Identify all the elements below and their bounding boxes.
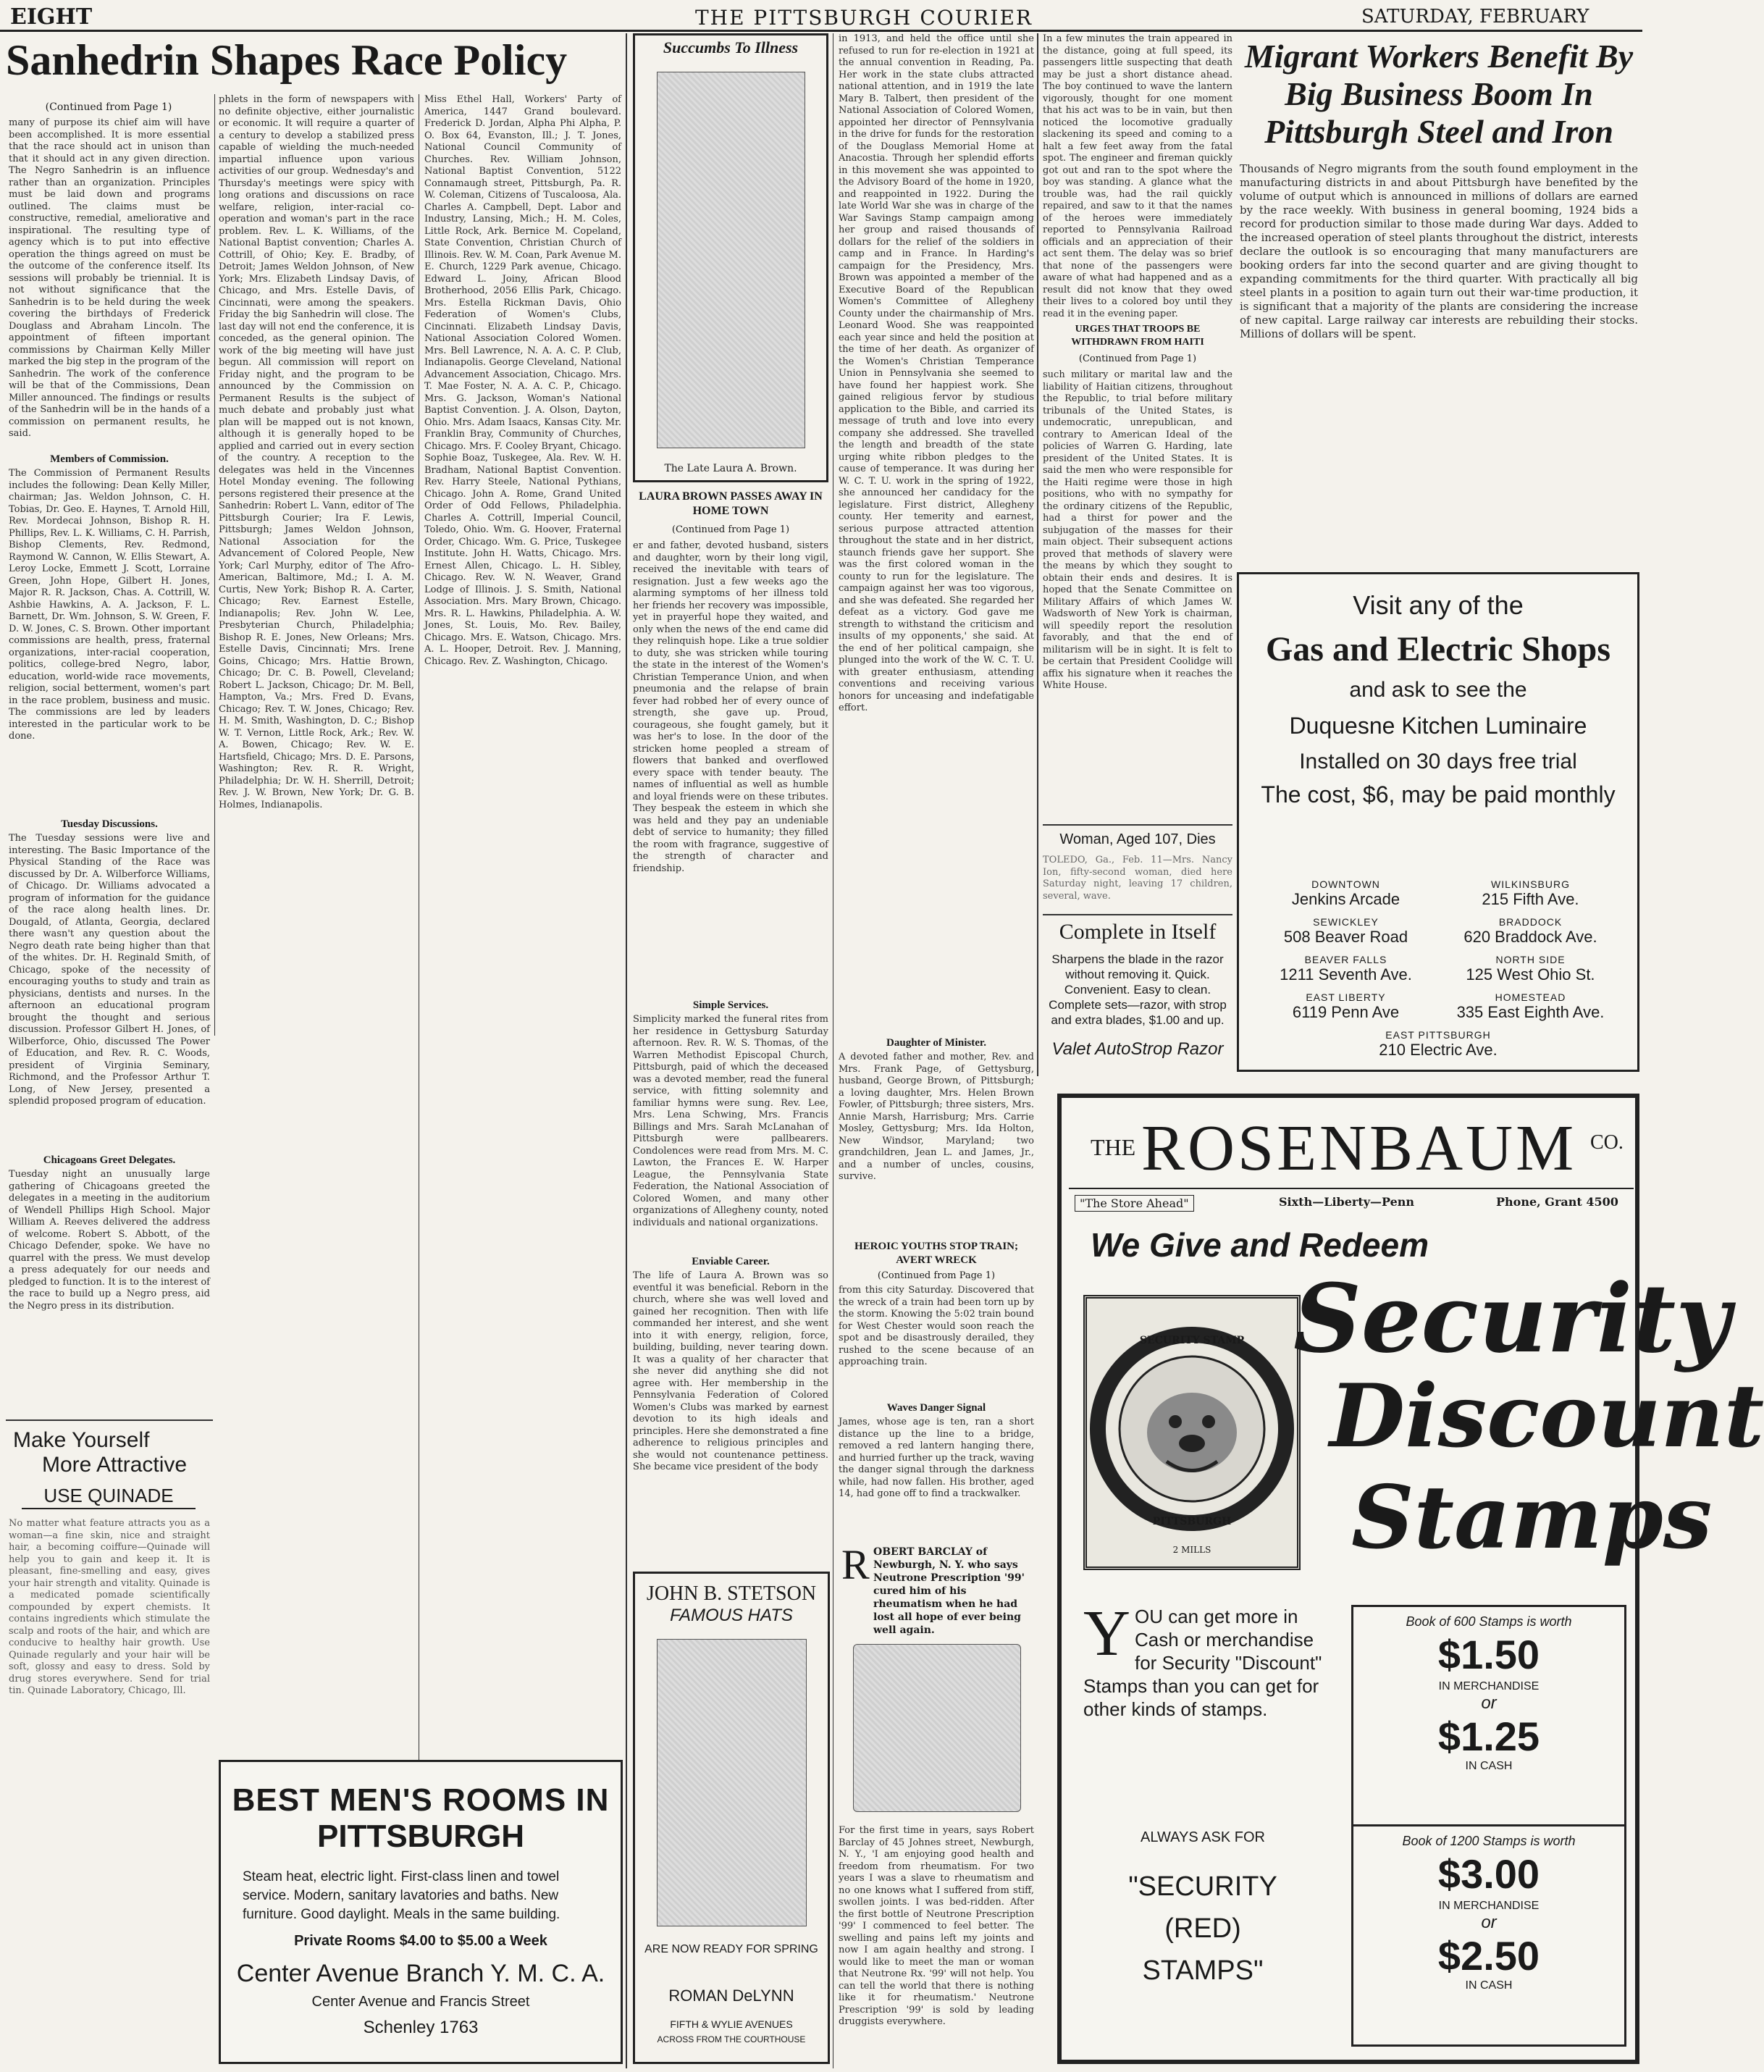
valet-ad xyxy=(1043,920,1232,1101)
laura-box-title: Succumbs To Illness xyxy=(663,38,799,56)
woman107-headline: Woman, Aged 107, Dies xyxy=(1059,831,1216,847)
sanhedrin-col2-text: phlets in the form of newspapers with no definite objective, either journalistic or economic. It will require a quarter of a century to develop a stabilized press capable of wielding the much-needed impartial influence upon various activities of our group. Wednesday's and Thursday's meetings were spicy with long orations and discussions on race welfare, religion, inter-racial co-operation and woman's part in the race problem. Rev. L. K. Williams, of the National Baptist convention; Charles A. Cottrill, of Ohio; Key. E. Bradby, of Detroit; James Weldon Johnson, of New York; Mrs. Elizabeth Lindsay Davis, of Chicago, and Mrs. Estelle Davis, of Cincinnati, were among the speakers. Friday the big Sanhedrin will close. The last day will not end the conference, it is conceded, as the general opinion. The work of the big meeting will have just begun. All commission will report on Friday night, and the program to be announced by the Commission on Permanent Results is the subject of much debate and probably just what plan will be mapped out is not known, although it is generally hoped to be applied and carried out in every section of the country. A reception to the delegates was held in the Vincennes Hotel Monday evening. The following persons registered their presence at the Sanhedrin: Robert L. Vann, editor of The Pittsburgh Courier; Ira F. Lewis, Pittsburgh; James Weldon Johnson, National Association for the Advancement of Colored People, New York; Carl Murphy, editor of The Afro-American, Baltimore, Md.; I. A. M. Curtis, New York; Bishop R. A. Carter, Chicago; Rev. Earnest Estelle, Indianapolis; Rev. John W. Lee, Presbyterian Church, Philadelphia; Bishop R. E. Jones, New Orleans; Mrs. Estelle Davis, Cincinnati; Mrs. Irene Goins, Chicago; Mrs. Hattie Brown, Chicago; Dr. C. B. Powell, Cleveland; Robert L. Jackson, Chicago; Dr. M. Bell, Hampton, Va.; Mrs. Fred D. Evans, Chicago; Rev. T. W. Jones, Chicago; Rev. H. M. Smith, Washington, D. C.; Bishop W. T. Vernon, Little Rock, Ark.; Rev. W. A. Bowen, Chicago; Rev. W. E. Hartsfield, Chicago; Mrs. D. E. Parsons, Washington; Rev. R. R. Wright, Philadelphia; Dr. W. H. Sherrill, Detroit; Rev. J. W. Brown, New York; Dr. G. B. Holmes, Indianapolis. xyxy=(219,94,414,810)
gas-location xyxy=(1253,954,1438,984)
issue-date: SATURDAY, FEBRUARY xyxy=(1361,6,1589,28)
gas-location-address: 1211 Seventh Ave. xyxy=(1280,965,1412,983)
rosenbaum-script-security: Security xyxy=(1293,1263,1731,1374)
laura-text-cont: in 1913, and held the office until she refused to run for re-election in 1921 at the annual convention in Reading, Pa. Her work in the state clubs attracted national attention, and in 1919 the late Mary B. Talbert, then president of the National Association of Colored Women, appointed her director of Pennsylvania in the drive for funds for the restoration of the Douglass Memorial Home at Anacostia. Through her splendid efforts in this movement she was appointed to the Advisory Board of the home in 1920, and reappointed in 1922. During the late World War she was in charge of the War Savings Stamp campaign among her group and raised thousands of dollars for the relief of the soldiers in camp and in France. In Harding's campaign for the Presidency, Mrs. Brown was appointed a member of the Executive Board of the Republican Women's Committee of Allegheny County under the chairmanship of Mrs. Leonard Wood. She was reappointed each year since and held the position at the time of her death. As organizer of the Women's Christian Temperance Union in Pennsylvania she seemed to have found her happiest work. She gained religious fervor by studious application to the Bible, and carried its message of truth and love into every company she addressed. She travelled the length and breadth of the state urging white ribbon pledges to the cause of temperance. It was during her W. C. T. U. work in the spring of 1922, she announced her candidacy for the legislature. First district, Allegheny county. Her temerity and earnest, serious purpose attracted attention throughout the state and in her district, staunch friends gave her support. She was the first colored woman in the county to run for the legislature. The campaign against her was too vigorous, and she was defeated. She regarded her defeat as a victory. God gave me strength to withstand the criticism and insults of my opponents,' she said. At the end of her political campaign, she plunged into the work of the W. C. T. U. with greater enthusiasm, attending conventions and receiving various honors for unceasing and indefatigable effort. xyxy=(839,33,1034,713)
rosenbaum-dropcap: Y xyxy=(1083,1598,1130,1669)
stetson-line2: FAMOUS HATS xyxy=(670,1606,793,1625)
valet-text: Sharpens the blade in the razor without removing it. Quick. Convenient. Easy to clean. Complete sets—razor, with strop and extra blades, $1.00 and up. xyxy=(1049,952,1227,1027)
book1-or: or xyxy=(1481,1693,1497,1713)
ymca-phone: Schenley 1763 xyxy=(363,2018,479,2037)
gas-locations xyxy=(1253,878,1623,1067)
heroic-continued: (Continued from Page 1) xyxy=(877,1270,996,1281)
quinade-line2: More Attractive xyxy=(42,1453,188,1477)
ymca-address: Center Avenue and Francis Street xyxy=(311,1994,530,2010)
gas-location xyxy=(1253,878,1438,909)
rosenbaum-red-label: (RED) xyxy=(1164,1913,1241,1944)
book2-or: or xyxy=(1481,1913,1497,1932)
ymca-line2: PITTSBURGH xyxy=(317,1819,524,1854)
laura-caption: The Late Laura A. Brown. xyxy=(664,463,797,474)
gas-location-area: WILKINSBURG xyxy=(1490,878,1570,890)
rosenbaum-name: ROSENBAUM xyxy=(1141,1112,1577,1184)
ymca-rates: Private Rooms $4.00 to $5.00 a Week xyxy=(294,1933,547,1949)
gas-location-area: SEWICKLEY xyxy=(1313,916,1379,928)
book-values-box xyxy=(1351,1605,1626,2047)
hat-man-illustration xyxy=(657,1639,807,1926)
page-number: EIGHT xyxy=(10,4,93,30)
book1-cash-value: $1.25 xyxy=(1437,1714,1540,1759)
quinade-line1: Make Yourself xyxy=(13,1428,150,1452)
stetson-store: ROMAN DeLYNN xyxy=(668,1987,794,2005)
woman107-text: TOLEDO, Ga., Feb. 11—Mrs. Nancy Ion, fifty-second woman, died here Saturday night, leaving 17 children, several, wave. xyxy=(1043,855,1232,902)
gas-line6: The cost, $6, may be paid monthly xyxy=(1261,781,1616,808)
haiti-continued: (Continued from Page 1) xyxy=(1078,353,1197,364)
heroic-headline: HEROIC YOUTHS STOP TRAIN; AVERT WRECK xyxy=(854,1241,1019,1266)
neutrone-dropcap: R xyxy=(841,1541,870,1588)
laura-text: A devoted father and mother, Rev. and Mrs. Frank Page, of Gettysburg, husband, George Brown, of Pittsburgh; a loving daughter, Mrs. Helen Brown Fowler, of Pittsburgh; three sisters, Mrs. Annie Marsh, Harrisburg; Mrs. Carrie Mosley, Gettysburg; Mrs. Ida Holton, New Windsor, Maryland; two grandchildren, Jean L. and James, Jr., and a number of uncles, cousins, survive. xyxy=(839,1052,1034,1182)
laura-subhead: Daughter of Minister. xyxy=(886,1037,986,1049)
laura-headline: LAURA BROWN PASSES AWAY IN HOME TOWN xyxy=(639,490,823,517)
gas-location-address: 620 Braddock Ave. xyxy=(1463,928,1597,946)
stetson-ad xyxy=(633,1572,830,2064)
book2-merch-label: IN MERCHANDISE xyxy=(1438,1900,1540,1912)
book-1200 xyxy=(1353,1826,1624,1992)
sanhedrin-continued: (Continued from Page 1) xyxy=(45,101,172,113)
gas-location-address: 215 Fifth Ave. xyxy=(1482,890,1579,908)
sanhedrin-subhead: Tuesday Discussions. xyxy=(61,818,158,830)
stetson-ready: ARE NOW READY FOR SPRING xyxy=(644,1943,818,1955)
book-600 xyxy=(1353,1607,1624,1826)
rosenbaum-copy-text: OU can get more in Cash or merchandise for Security "Discount" Stamps than you can get for other kinds of stamps. xyxy=(1083,1606,1322,1720)
book1-merch-label: IN MERCHANDISE xyxy=(1438,1680,1540,1693)
gas-location-address: 210 Electric Ave. xyxy=(1379,1041,1498,1059)
gas-line3: and ask to see the xyxy=(1349,678,1527,702)
sanhedrin-col1-text: Tuesday night an unusually large gathering of Chicagoans greeted the delegates in a meeting in the auditorium of Wendell Phillips High School. Major William A. Reeves delivered the address of welcome. Robert S. Abbott, of the Chicago Defender, spoke. We have no quarrel with the press. We must develop a press adequately for our needs and pledged to function. It is to the interest of the race to build up a Negro press, aid the Negro press in its distribution. xyxy=(9,1169,210,1312)
book2-cash-label: IN CASH xyxy=(1465,1979,1513,1992)
gas-location xyxy=(1438,878,1623,909)
rosenbaum-the: THE xyxy=(1091,1134,1136,1160)
gas-location-area: BEAVER FALLS xyxy=(1304,954,1387,965)
gas-line4: Duquesne Kitchen Luminaire xyxy=(1289,713,1587,739)
migrant-text: Thousands of Negro migrants from the south found employment in the manufacturing districts in and about Pittsburgh have benefited by the volume of output which is announced in millions of dollars are earned by the race weekly. With business in general booming, 1924 bids a record for production similar to those made during War days. Added to the increased operation of steel plants throughout the district, interests declare the outlook is so encouraging that many manufacturers are booking orders far into the second quarter and are giving thought to expanding commitments for the third quarter. With practically all big steel plants in a position to again turn out their war-time production, it is significant that a majority of the plants are considering the increase of new capital. Large railway car interests are rebuilding their stocks. Millions of dollars will be spent. xyxy=(1240,162,1638,340)
book1-title: Book of 600 Stamps is worth xyxy=(1406,1614,1572,1629)
masthead xyxy=(0,0,1642,32)
heroic-subhead: Waves Danger Signal xyxy=(886,1402,986,1414)
gas-location-area: EAST LIBERTY xyxy=(1306,991,1386,1003)
newspaper-title: THE PITTSBURGH COURIER xyxy=(695,6,1033,30)
valet-headline: Complete in Itself xyxy=(1059,920,1217,944)
stetson-location: ACROSS FROM THE COURTHOUSE xyxy=(657,2034,806,2044)
sanhedrin-col1-text: The Commission of Permanent Results includes the following: Dean Kelly Miller, chairman; Jas. Weldon Johnson, C. H. Tobias, Dr. Geo. E. Haynes, T. Arnold Hill, Rev. Mordecai Johnson, Bishop R. H. Phillips, Rev. L. K. Williams, C. H. Parrish, Bishop Clements, Rev. Redmond, Raymond W. Cannon, W. Ellis Stewart, A. Leroy Locke, Emmett J. Scott, Lorraine Green, John Hope, Gilbert H. Jones, Major R. R. Jackson, Chas. A. Cottrill, W. Ashbie Hawkins, A. A. Jackson, F. L. Barnett, Dr. Wm. Johnson, S. W. Green, F. D. W. Jones, C. S. Brown. Other important commissions are health, press, fraternal organizations, inter-racial cooperation, politics, college-bred Negro, labor, education, world-wide race movements, religion, social betterment, women's part in the race problem, business and music. The commissions are led by leaders interested in the particular work to be done. xyxy=(9,468,210,742)
rosenbaum-ad xyxy=(1057,1094,1764,2064)
rosenbaum-copy xyxy=(1083,1598,1322,1721)
sanhedrin-subhead: Chicagoans Greet Delegates. xyxy=(43,1154,176,1166)
quinade-ad xyxy=(13,1428,209,1477)
quinade-brand: USE QUINADE xyxy=(22,1485,196,1509)
gas-location xyxy=(1253,1029,1623,1060)
column-rule xyxy=(214,94,215,1036)
sanhedrin-subhead: Members of Commission. xyxy=(50,453,169,465)
rosenbaum-rule xyxy=(1069,1188,1634,1189)
stamp-top-text: SECURITY STAMP xyxy=(1139,1335,1245,1346)
gas-location xyxy=(1253,916,1438,947)
gas-location-address: 6119 Penn Ave xyxy=(1292,1003,1400,1021)
gas-line5: Installed on 30 days free trial xyxy=(1299,750,1577,773)
haiti-text: such military or marital law and the liability of Haitian citizens, throughout the Republic, to trial before military tribunals of the United States, is undemocratic, unrepublican, and contrary to American Ideal of the policies of Warren G. Harding, late president of the United States. It is said the men who were responsible for the Haiti regime were those in high positions, who with no sympathy for the ordinary citizens of the Republic, had a thirst for power and the subjugation of the masses for their main object. Their subsequent actions proved that methods of slavery were the means by which they sought to obtain their ends and desires. It is hoped that the Senate Committee on Military Affairs of which James W. Wadsworth of New York is chairman, will speedily report the resolution favorably, and that the end of militarism will be in sight. It is felt to be certain that President Coolidge will affix his signature when it reaches the White House. xyxy=(1043,369,1232,691)
gas-location-area: DOWNTOWN xyxy=(1311,878,1380,890)
laura-photo-box xyxy=(633,33,828,482)
gas-line2: Gas and Electric Shops xyxy=(1265,630,1611,668)
gas-location-area: BRADDOCK xyxy=(1498,916,1563,928)
laura-text: er and father, devoted husband, sisters and daughter, worn by their long vigil, received the inevitable with tears of resignation. Just a few weeks ago the alarming symptoms of her illness told her friends her recovery was impossible, yet in prayerful hope they waited, and only when the news of the end came did they relinquish hope. Like a true soldier to duty, she was stricken while touring the state in the interest of the Women's Christian Temperance Union, and when pneumonia and the relapse of brain fever had robbed her of every ounce of strength, she gave up. Proud, courageous, she fought gamely, but it was her's to lose. In the door of the stricken home peopled a stream of flowers that banked and overflowed every space with tender beauty. The names of influential as well as humble and loyal friends were on these tributes. They bespeak the esteem in which she was held and they pay an undeniable debt of service to humanity; they filled the room with fragrance, suggestive of the strength of character and friendship. xyxy=(633,540,828,874)
gas-electric-ad xyxy=(1237,572,1639,1072)
ymca-line1: BEST MEN'S ROOMS IN xyxy=(232,1782,610,1818)
train-text: In a few minutes the train appeared in the distance, going at full speed, its passengers little suspecting that death may be just a short distance ahead. The boy continued to wave the lantern vigorously, thought for one moment that his act was to be in vain, but then noticed the locomotive gradually slackening its speed and coming to a halt a few feet away from the fatal spot. The engineer and fireman quickly got out and ran to the spot where the boy was standing. A glance what the trouble was, had the rail quickly repaired, and saw to it that the names of the heroes were immediately reported to Pennsylvania Railroad officials and an appreciation of their act sent them. The delay was so brief that none of the passengers were aware of what had happened and as a result did not know that they owed their lives to a colored boy until they read it in the evening paper. xyxy=(1043,33,1232,319)
sanhedrin-col1-text: many of purpose its chief aim will have been accomplished. It is more essential that the race should act in unison than that it should act in any given direction. The Negro Sanhedrin is an influence rather than an organization. Principles must be laid down and programs outlined. The claims must be constructive, remedial, ameliorative and inspirational. The resulting type of agency which is to put into effective operation the things agreed on must be the outcome of the conference itself. Its sessions will probably be triennial. It is not without significance that the Sanhedrin is to be held during the week covering the birthdays of Frederick Douglass and Abraham Lincoln. The appointment of fifteen important commissions by Chairman Kelly Miller marked the big step in the program of the Sanhedrin. The work of the conference will be that of the Commissions, Dean Miller announced. The findings or results of the Sanhedrin will be in the hands of a commission on permanent results, he said. xyxy=(9,117,210,439)
gas-location xyxy=(1438,916,1623,947)
gas-location-address: 508 Beaver Road xyxy=(1283,928,1408,946)
gas-location-area: HOMESTEAD xyxy=(1495,991,1566,1003)
neutrone-ad xyxy=(839,1543,1034,2064)
rosenbaum-tagline: "The Store Ahead" xyxy=(1075,1195,1194,1212)
gas-location xyxy=(1438,991,1623,1022)
book1-cash-label: IN CASH xyxy=(1465,1760,1513,1772)
rosenbaum-redeem: We Give and Redeem xyxy=(1091,1226,1429,1264)
rosenbaum-always: ALWAYS ASK FOR xyxy=(1141,1829,1265,1845)
rosenbaum-script-stamps: Stamps xyxy=(1351,1467,1713,1569)
laura-continued: (Continued from Page 1) xyxy=(671,524,790,535)
stetson-line1: JOHN B. STETSON xyxy=(646,1582,817,1605)
neutrone-lead: OBERT BARCLAY of Newburgh, N. Y. who says Neutrone Prescription '99' cured him of his rheumatism when he had lost all hope of ever being well again. xyxy=(873,1546,1025,1636)
book1-merch-value: $1.50 xyxy=(1437,1632,1540,1677)
rosenbaum-co: CO. xyxy=(1590,1131,1624,1154)
story-divider xyxy=(1043,824,1232,826)
gas-location xyxy=(1253,991,1438,1022)
gas-location-address: 335 East Eighth Ave. xyxy=(1456,1003,1605,1021)
ymca-name: Center Avenue Branch Y. M. C. A. xyxy=(236,1960,605,1987)
migrant-headline: Migrant Workers Benefit By Big Business Boom In Pittsburgh Steel and Iron xyxy=(1244,38,1634,150)
book2-title: Book of 1200 Stamps is worth xyxy=(1402,1834,1576,1848)
rosenbaum-address: Sixth—Liberty—Penn xyxy=(1279,1195,1415,1209)
ad-divider xyxy=(6,1419,213,1421)
laura-text: Simplicity marked the funeral rites from her residence in Gettysburg Saturday afternoon. Rev. R. W. S. Thomas, of the Warren Methodist Episcopal Church, Pittsburgh, paid of which the deceased was a devoted member, read the funeral service, with fitting solemnity and familiar hymns were sung. Rev. Lee, Mrs. Lena Schwing, Mrs. Francis Billings and Mrs. Sarah McLanahan of Pittsburgh were pallbearers. Condolences were read from Mrs. M. C. Lawton, the Frances E. W. Harper League, the Pennsylvania State Federation, the National Association of Colored Women, and many other organizations of Allegheny county, noted individuals and national organizations. xyxy=(633,1014,828,1228)
column-rule xyxy=(626,33,627,2068)
stamp-bottom-text: PITTSBURGH xyxy=(1152,1516,1232,1527)
laura-text: The life of Laura A. Brown was so eventful it was beneficial. Reborn in the church, where she was well loved and gained her recognition. Then with life commanded her interest, and she went into it with energy, religion, force, building, building, never tearing down. It was a quality of her character that she never did anything she did not agree with. Her membership in the Pennsylvania Federation of Colored Women's Clubs was marked by earnest devotion to its high ideals and principles. Here she demonstrated a fine adherence to religious principles and she would not countenance pettiness. She became vice president of the body xyxy=(633,1270,828,1472)
stetson-address: FIFTH & WYLIE AVENUES xyxy=(670,2018,793,2030)
sanhedrin-headline: Sanhedrin Shapes Race Policy xyxy=(6,36,568,84)
security-stamp-image xyxy=(1083,1295,1301,1570)
book2-cash-value: $2.50 xyxy=(1437,1933,1540,1979)
sanhedrin-col1-text: The Tuesday sessions were live and interesting. The Basic Importance of the Physical Standing of the Race was discussed by Dr. A. Wilberforce Williams, of Chicago. Dr. Williams advocated a program of information for the guidance of the race along health lines. Dr. Dougald, of Atlanta, Georgia, declared there wasn't any question about the Negro death rate being higher than that of the whites. Dr. H. Reginald Smith, of Chicago, spoke of the necessity of encouraging youths to study and train as physicians, dentists and nurses. In the afternoon an educational program brought the thought and serious discussion. Professor Gilbert H. Jones, of Wilberforce, Ohio, discussed The Power of Education, and Rev. R. C. Woods, president of Virginia Seminary, Richmond, and the Professor Arthur T. Long, of New Jersey, presented a splendid proposed program of education. xyxy=(9,833,210,1107)
laura-portrait xyxy=(657,72,805,448)
rosenbaum-ask-block xyxy=(1083,1866,1322,1992)
ymca-ad xyxy=(219,1760,623,2064)
ad-divider xyxy=(1043,914,1232,915)
valet-brand: Valet AutoStrop Razor xyxy=(1051,1039,1224,1059)
column-rule xyxy=(1037,33,1038,1076)
rosenbaum-script-discount: Discount xyxy=(1330,1365,1764,1467)
gas-location-address: Jenkins Arcade xyxy=(1291,890,1400,908)
rosenbaum-security-label: "SECURITY xyxy=(1128,1871,1277,1902)
gas-location xyxy=(1438,954,1623,984)
book2-merch-value: $3.00 xyxy=(1437,1851,1540,1897)
ymca-text: Steam heat, electric light. First-class linen and towel service. Modern, sanitary lavatories and baths. New furniture. Good daylight. Meals in the same building. xyxy=(243,1869,560,1922)
quinade-text: No matter what feature attracts you as a woman—a fine skin, nice and straight hair, a becoming coiffure—Quinade will help you to gain and keep it. It is pleasant, fine-smelling and easy, gives your hair strength and vitality. Quinade is a medicated pomade scientifically compounded by expert chemists. It contains ingredients which stimulate the scalp and roots of the hair, and which are conducive to healthy hair growth. Use Quinade regularly and your hair will be soft, glossy and easy to dress. Sold by drug stores everywhere. Send for trial tin. Quinade Laboratory, Chicago, Ill. xyxy=(9,1518,210,1696)
neutrone-text: For the first time in years, says Robert Barclay of 45 Johnes street, Newburgh, N. Y., 'I am enjoying good health and freedom from rheumatism. For two years I was a slave to rheumatism and no one knows what I suffered from stiff, swollen joints. I was bed-ridden. After the first bottle of Neutrone Prescription '99' I commenced to feel better. The swelling and pains left my joints and now I am again healthy and strong. I would like to meet the man or woman that Neutrone Rx. '99' will not help. You can tell the world that there is nothing like it for rheumatism.' Neutrone Prescription '99' is sold by leading druggists everywhere. xyxy=(839,1825,1034,2027)
barclay-portrait xyxy=(853,1644,1021,1812)
gas-line1: Visit any of the xyxy=(1353,590,1524,620)
gas-location-area: EAST PITTSBURGH xyxy=(1385,1029,1491,1041)
heroic-text: from this city Saturday. Discovered that the wreck of a train had been torn up by the storm. Knowing the 5:02 train bound for West Chester would soon reach the spot and be disastrously derailed, they rushed to the scene because of an approaching train. xyxy=(839,1285,1034,1367)
haiti-headline: URGES THAT TROOPS BE WITHDRAWN FROM HAITI xyxy=(1071,324,1204,348)
gas-location-area: NORTH SIDE xyxy=(1495,954,1566,965)
rosenbaum-phone: Phone, Grant 4500 xyxy=(1496,1195,1618,1209)
heroic-text: James, whose age is ten, ran a short distance up the line to a bridge, removed a red lantern hanging there, and hurried further up the track, waving the danger signal through the darkness while, had now fallen. His brother, aged 14, had gone off to find a trackwalker. xyxy=(839,1417,1034,1499)
laura-subhead: Enviable Career. xyxy=(692,1256,770,1267)
sanhedrin-col3-text: Miss Ethel Hall, Workers' Party of America, 1447 Grand boulevard. Frederick D. Jordan, Alpha Phi Alpha, P. O. Box 64, Evanston, Ill.; J. T. Jones, National Council Community of Churches. Rev. William Johnson, National Baptist Convention, 5122 Connamaugh street, Pittsburgh, Pa. R. W. Coleman, Citizens of Tuscaloosa, Ala. Charles A. Campbell, Dept. Labor and Industry, Lansing, Mich.; H. M. Coles, Little Rock, Ark. Bernice M. Copeland, State Convention, Christian Church of Illinois. Rev. W. M. Coan, Park Avenue M. E. Church, 1229 Park avenue, Chicago. Edward L. Joiny, African Blood Brotherhood, 2056 Ellis Park, Chicago. Mrs. Estella Rickman Davis, Ohio Federation of Women's Clubs, Cincinnati. Elizabeth Lindsay Davis, National Association Colored Women. Mrs. Bell Lawrence, N. A. A. C. P. Club, Indianapolis. George Cleveland, National Advancement Association, Chicago. Mrs. T. Mae Foster, N. A. A. C. P., Chicago. Mrs. G. Jackson, Woman's National Baptist Convention. J. A. Olson, Dayton, Ohio. Mrs. Adam Isaacs, Kansas City. Mr. Franklin Bray, Community of Churches, Chicago. Mrs. F. Cooley Bryant, Chicago. Sophie Boaz, Tuskegee, Ala. Rev. W. H. Bradham, National Baptist Convention. Rev. Harry Steele, National Pythians, Chicago. John A. Rome, Grand United Order of Odd Fellows, Philadelphia. Charles A. Cottrill, Imperial Council, Toledo, Ohio. Wm. G. Hoover, Fraternal Order, Chicago. Wm. G. Price, Tuskegee Institute. John H. Watts, Chicago. Mrs. Ernest Allen, Chicago. L. H. Sibley, Chicago. Rev. W. N. Weaver, Grand Lodge of Illinois. J. S. Smith, National Association. Mrs. Mary Brown, Chicago. Mrs. R. L. Hawkins, Philadelphia. A. W. Jones, St. Louis, Mo. Rev. Bailey, Chicago. Mrs. E. Watson, Chicago. Mrs. A. L. Hooper, Detroit. Rev. J. Manning, Chicago. Rev. Z. Washington, Chicago. xyxy=(424,94,621,667)
stamp-value: 2 MILLS xyxy=(1172,1545,1211,1555)
laura-subhead: Simple Services. xyxy=(692,999,769,1011)
gas-location-address: 125 West Ohio St. xyxy=(1466,965,1595,983)
rosenbaum-stamps-label: STAMPS" xyxy=(1142,1955,1264,1986)
